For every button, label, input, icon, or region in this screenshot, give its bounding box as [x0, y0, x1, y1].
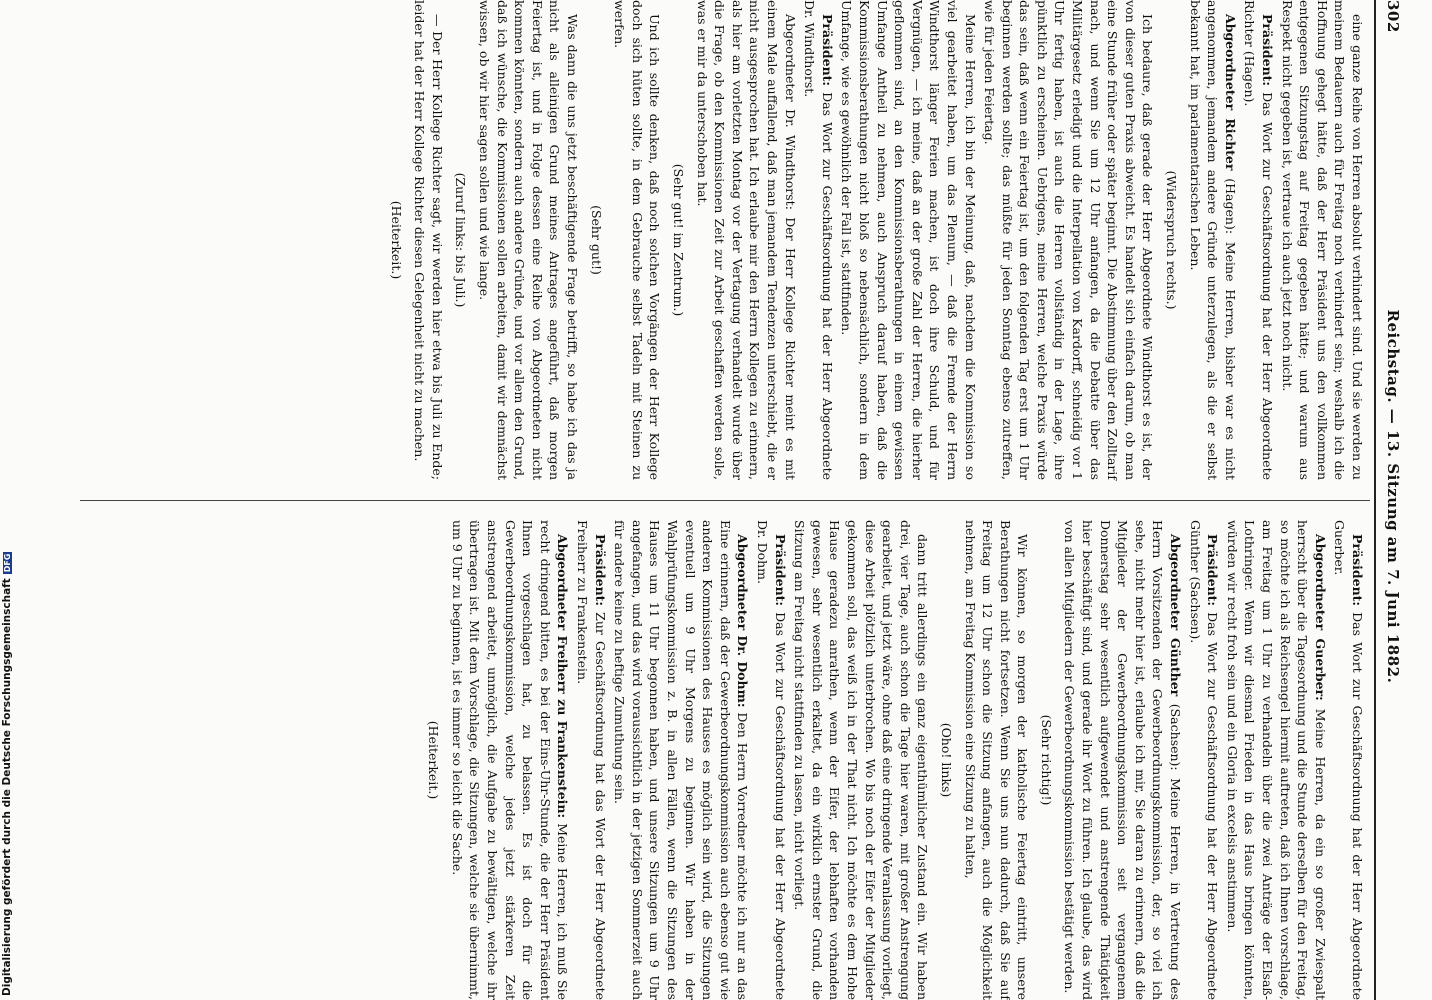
interjection: [387, 0, 405, 480]
paragraph-text: Meine Herren, ich bin der Meinung, daß, nachdem die Kommission so viel gearbeitet haben, um das Plenum, — daß die Fremde der Herrn Windthorst länger Ferien machen, ist doch ihre Schuld, und für Vergnügen, — ich meine, daß an der große Zahl der Herren, die hierher geflommen sind, an den Kommissionsberathungen in einem gewissen Umfange Antheil zu nehmen, auch Anspruch darauf haben, daß die Kommissionsberathungen nicht bloß so nebensächlich, sondern in dem Umfange, wie es gewöhnlich der Fall ist, stattfinden.: [839, 0, 978, 480]
paragraph: [838, 0, 979, 480]
page-number: 302: [1384, 0, 1402, 33]
paragraph-text: eine ganze Reihe von Herren absolut verhindert sind. Und sie werden zu meinem Bedauern auch für Freitag noch verhindert sein; weshalb ich die Hoffnung gehegt hätte, daß der Herr Präsident uns den vollkommen entgegenen Sitzungstag auf Freitag gegeben hätte; und warum aus Respekt nicht gegeben ist, vertraue ich auch jetzt noch nicht.: [1279, 0, 1365, 480]
speaker-name: Präsident:: [819, 14, 835, 87]
paragraph: [801, 0, 836, 480]
page-title: Reichstag. — 13. Sitzung am 7. Juni 1882.: [1384, 309, 1402, 684]
paragraph: [448, 520, 571, 1000]
footer-strip: [0, 0, 14, 1000]
speaker-name: Präsident:: [1350, 534, 1365, 607]
interjection: [1162, 0, 1180, 480]
paragraph: [1061, 520, 1184, 1000]
speaker-name: Präsident:: [772, 534, 788, 607]
paragraph-text: Abgeordneter Dr. Windthorst: Der Herr Kollege Richter meint es mit einem Male auffallend, daß man jemandem Tendenzen unterschiebt, die er nicht ausgesprochen hat. Ich erlaube mir den Herrn Kollegen zu erinnern, als hier am vorletzten Montag vor der Vertagung verhandelt wurde über die Frage, ob den Kommissionen Zeit zur Arbeit geschaffen werden solle, was er mir da unterschoben hat.: [694, 0, 798, 480]
speaker-name: Präsident:: [1260, 14, 1276, 87]
paragraph-text: Das Wort zur Geschäftsordnung hat der Herr Abgeordnete Dr. Dohm.: [755, 520, 788, 1000]
paragraph-text: (Heiterkeit.): [388, 200, 404, 280]
interjection: [452, 0, 470, 480]
speaker-name: Abgeordneter Richter: [1222, 14, 1238, 171]
paragraph: [1186, 520, 1221, 1000]
speaker-name: Abgeordneter Dr. Dohm:: [735, 534, 751, 708]
paragraph-text: — Der Herr Kollege Richter sagt, wir werden hier etwa bis Juli zu Ende; leider hat der Herr Kollege Richter diesen Gelegenheit nicht zu machen.: [412, 0, 445, 480]
paragraph-text: Ich bedaure, daß gerade der Herr Abgeordnete Windthorst es ist, der von dieser guten Praxis abweicht. Es handelt sich einfach darum, ob man eine Stunde früher oder später beginnt. Die Abstimmung über den Zolltarif nach, und wenn Sie um 12 Uhr anfangen, da die Debatte über das Militärgesetz erledigt und die Interpellation von Kardorff, schneidig vor 1 Uhr fertig haben, ist auch die Herren vollständig in der Lage, ihre pünktlich zu erscheinen. Uebrigens, meine Herren, welche Praxis würde das sein, daß wenn ein Feiertag ist, um den folgenden Tag erst um 1 Uhr beginnen werden sollte; das müßte für jeden Sonntag ebenso zutreffen, wie für jeden Feiertag.: [982, 0, 1156, 480]
paragraph-text: Was dann die uns jetzt beschäftigende Frage betrifft, so habe ich das ja nicht als alleinigen Grund meines Antrages angeführt, daß morgen Feiertag ist, und in Folge dessen eine Reihe von Abgeordneten nicht kommen könnten, sondern auch andere Gründe, und vor allem den Grund, daß ich wünsche, die Kommissionen sollen arbeiten, damit wir demnächst wissen, ob wir hier sagen sollen und wie lange.: [477, 0, 581, 480]
paragraph: [693, 0, 799, 480]
paragraph-text: (Zuruf links: bis Juli.): [453, 172, 469, 308]
paragraph: [611, 520, 752, 1000]
paragraph-text: Wir können, so morgen der katholische Feiertag eintritt, unsere Berathungen nicht fortsetzen. Wenn Sie uns nun dadurch, daß Sie auf Freitag um 12 Uhr schon die Sitzung anfangen, auch die Möglichkeit nehmen, am Freitag Kommission eine Sitzung zu halten,: [962, 520, 1031, 1000]
paragraph-text: (Oho! links): [938, 722, 954, 798]
footer-text: Digitalisierung gefördert durch die Deutsche Forschungsgemeinschaft: [1, 578, 13, 996]
interjection: [669, 0, 687, 480]
interjection: [425, 520, 443, 1000]
dfg-logo: DFG: [3, 553, 12, 573]
paragraph-text: (Heiterkeit.): [426, 720, 442, 800]
paragraph-text: (Sehr richtig!): [1038, 714, 1054, 806]
paragraph: [611, 0, 664, 480]
paragraph-text: Den Herrn Vorredner möchte ich nur an das Eine erinnern, daß der Gewerbeordnungskommission auch ebenso gut wie anderen Kommissionen des Hauses es möglich sein wird, die Sitzungen eventuell um 9 Uhr Morgens zu beginnen. Wir haben in der Wahlprüfungskommission z. B. in allen Fällen, wenn die Sitzungen des Hauses um 11 Uhr begonnen haben, und unsere Sitzungen um 9 Uhr angefangen, und das wird voraussichtlich in der jetzigen Sommerzeit auch für andere keine zu heftige Zumuthung sein.: [612, 520, 751, 1000]
paragraph-text: (Hagen): Meine Herren, bisher war es nicht angenommen, jemandem andere Gründe unterzulegen, als die er selbst bekannt hat, im parlamentarischen Leben.: [1187, 0, 1238, 480]
paragraph: [1331, 520, 1366, 1000]
page-header: [1376, 0, 1402, 1000]
paragraph-text: Das Wort zur Geschäftsordnung hat der Herr Abgeordnete Dr. Windthorst.: [802, 0, 835, 480]
speaker-name: Abgeordneter Günther: [1168, 534, 1184, 697]
paragraph: [411, 0, 446, 480]
paragraph: [1278, 0, 1366, 480]
paragraph-text: Das Wort zur Geschäftsordnung hat der Herr Abgeordnete Günther (Sachsen).: [1187, 520, 1221, 1000]
paragraph-text: (Sehr gut!): [588, 205, 604, 275]
paragraph: [981, 0, 1157, 480]
paragraph-text: Das Wort zur Geschäftsordnung hat der Herr Abgeordnete Richter (Hagen).: [1242, 0, 1276, 480]
interjection: [1037, 520, 1055, 1000]
left-column: [381, 0, 1366, 480]
paragraph: [1241, 0, 1276, 480]
paragraph: [791, 520, 932, 1000]
paragraph-text: Und ich sollte denken, daß noch solchen Vorgängen der Herr Kollege doch sich hüten sollte, in dem Gebrauche selbst Tadeln mit Steinen zu werfen.: [612, 0, 663, 480]
paragraph-text: (Widerspruch rechts.): [1164, 170, 1180, 310]
paragraph: [753, 520, 788, 1000]
paragraph-text: Meine Herren, da ein so großer Zwiespalt herrscht über die Tagesordnung und die Stunde derselben für den Freitag, so möchte ich als Reichsengel hiermit auftreten, daß ich Ihnen vorschlage, am Freitag um 1 Uhr zu verhandeln über die zwei Anträge der Elsaß-Lothringer. Wenn wir diesmal Frieden in das Haus bringen könnten, würden wir recht froh sein und ein Gloria in excelsis anstimmen.: [1224, 520, 1328, 1000]
paragraph: [573, 520, 608, 1000]
speaker-name: Abgeordneter Freiherr zu Frankenstein:: [555, 534, 571, 819]
speaker-name: Abgeordneter Guerber:: [1312, 534, 1328, 701]
paragraph-text: (Sachsen): Meine Herren, in Vertretung des Herrn Vorsitzenden der Gewerbeordnungskommission, der, so viel ich sehe, nicht mehr hier ist, erlaube ich mir, Sie daran zu erinnern, daß die Mitglieder der Gewerbeordnungskommission seit vergangenem Donnerstag sehr wesentlich aufgewendet und anstrengende Thätigkeit hier beschäftigt sind, und gerade ihr Wort zu führen. Ich glaube, das wird von allen Mitgliedern der Gewerbeordnungskommission bestätigt werden.: [1062, 520, 1184, 1000]
paragraph: [1223, 520, 1329, 1000]
paragraph-text: dann tritt allerdings ein ganz eigenthümlicher Zustand ein. Wir haben drei, vier Tage, auch schon die Tage hier waren, mit großer Anstrengung gearbeitet, und jetzt wäre, ohne daß eine dringende Veranlassung vorliegt, diese Arbeit plötzlich unterbrochen. Wo bis noch der Eifer der Mitglieder gekommen soll, das weiß ich in der That nicht. Ich möchte es dem Hohe Hause geradezu anrathen, wenn der Eifer, der lebhaften vorhanden gewesen, sehr wesentlich erkaltet, da ein wirklich ernster Grund, die Sitzung am Freitag nicht stattfinden zu lassen, nicht vorliegt.: [792, 520, 931, 1000]
header-rule: [1374, 0, 1376, 1000]
paragraph: [1186, 0, 1239, 480]
right-column: [419, 520, 1366, 1000]
interjection: [587, 0, 605, 480]
paragraph: [961, 520, 1031, 1000]
paragraph: [476, 0, 582, 480]
paragraph-text: Das Wort zur Geschäftsordnung hat der Herr Abgeordnete Guerber.: [1332, 520, 1365, 1000]
paragraph-text: Meine Herren, ich muß Sie recht dringend bitten, es bei der Eins-Uhr-Stunde, die der Herr Präsident Ihnen vorgeschlagen hat, zu belassen. Es ist doch für die Gewerbeordnungskommission, welche jedes jetzt stärkeren Zeit anstrengend arbeitet, unmöglich, die Aufgabe zu bewältigen, welche ihr übertragen ist. Mit dem Vorschlage, die Sitzungen, welche sie übernimmt, um 9 Uhr zu beginnen, ist es immer so leicht die Sache.: [449, 520, 571, 1000]
speaker-name: Präsident:: [592, 534, 608, 607]
rotated-page: [50, 0, 1410, 1000]
footer-credit: [1, 552, 13, 996]
interjection: [937, 520, 955, 1000]
column-divider: [80, 500, 1370, 501]
speaker-name: Präsident:: [1205, 534, 1221, 607]
paragraph-text: (Sehr gut! im Zentrum.): [671, 163, 687, 317]
paragraph-text: Zur Geschäftsordnung hat das Wort der Herr Abgeordnete Freiherr zu Frankenstein.: [575, 520, 608, 1000]
